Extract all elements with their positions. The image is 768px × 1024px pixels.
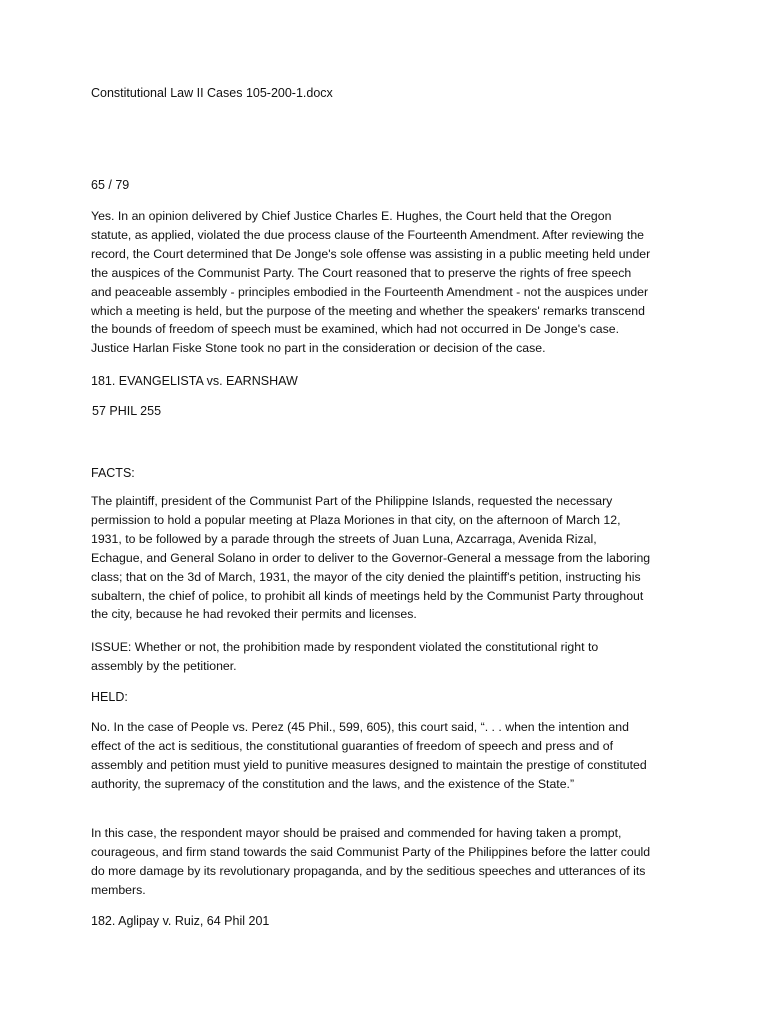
page-counter: 65 / 79 — [91, 178, 130, 192]
case-181-citation: 57 PHIL 255 — [92, 404, 162, 418]
document-file-title: Constitutional Law II Cases 105-200-1.docx — [91, 86, 333, 100]
facts-paragraph: The plaintiff, president of the Communist Part of the Philippine Islands, requested the necessary permission to hold a popular meeting at Plaza Moriones in that city, on the afternoon of March 12, 1931, to be followed by a parade through the streets of Juan Luna, Azcarraga, Avenida Rizal, Echague, and General Solano in order to deliver to the Governor-General a message from the laboring class; that on the 3d of March, 1931, the mayor of the city denied the plaintiff's petition, instructing his subaltern, the chief of police, to prohibit all kinds of meetings held by the Communist Party throughout the city, because he had revoked their permits and licenses. — [91, 494, 651, 622]
held-paragraph-1: No. In the case of People vs. Perez (45 Phil., 599, 605), this court said, “. . . when the intention and effect of the act is seditious, the constitutional guaranties of freedom of speech and press and of assembly and petition must yield to punitive measures designed to maintain the prestige of constituted authority, the supremacy of the constitution and the laws, and the existence of the State.” — [91, 720, 647, 791]
case-181-title: 181. EVANGELISTA vs. EARNSHAW — [91, 374, 298, 388]
issue-paragraph: ISSUE: Whether or not, the prohibition made by respondent violated the constitutional right to assembly by the petitioner. — [91, 640, 599, 673]
paragraph-de-jonge-ruling: Yes. In an opinion delivered by Chief Justice Charles E. Hughes, the Court held that the Oregon statute, as applied, violated the due process clause of the Fourteenth Amendment. After reviewing the record, the Court determined that De Jonge's sole offense was assisting in a public meeting held under the auspices of the Communist Party. The Court reasoned that to preserve the rights of free speech and peaceable assembly - principles embodied in the Fourteenth Amendment - not the auspices under which a meeting is held, but the purpose of the meeting and whether the speakers' remarks transcend the bounds of freedom of speech must be examined, which had not occurred in De Jonge's case. Justice Harlan Fiske Stone took no part in the consideration or decision of the case. — [91, 209, 651, 356]
held-heading: HELD: — [91, 690, 128, 704]
case-182-title: 182. Aglipay v. Ruiz, 64 Phil 201 — [91, 914, 270, 928]
held-paragraph-2: In this case, the respondent mayor should be praised and commended for having taken a prompt, courageous, and firm stand towards the said Communist Party of the Philippines before the latter could do more damage by its revolutionary propaganda, and by the seditious speeches and utterances of its members. — [91, 826, 651, 897]
facts-heading: FACTS: — [91, 466, 135, 480]
